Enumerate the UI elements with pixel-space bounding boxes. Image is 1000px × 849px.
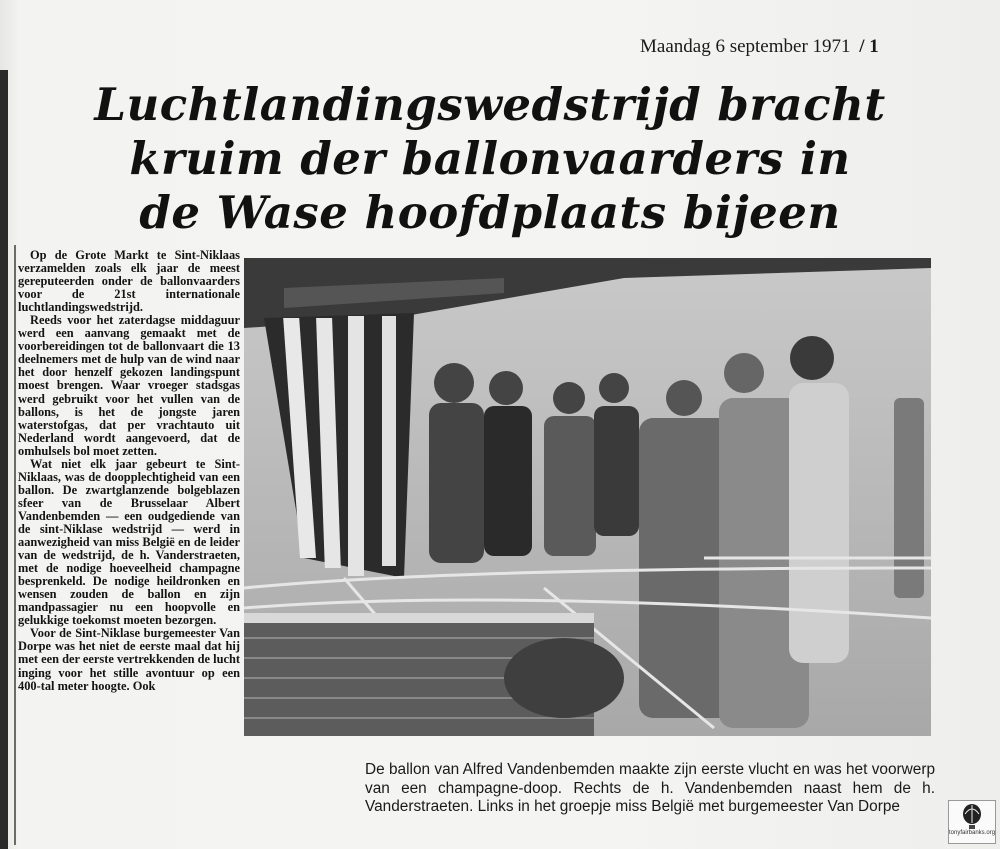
balloon-christening-photo (244, 258, 931, 736)
headline-line-3: de Wase hoofdplaats bijeen (139, 186, 841, 239)
photo-caption: De ballon van Alfred Vandenbemden maakte zijn eerste vlucht en was het voorwerp van een champagne-doop. Rechts de h. Vandenbemden naast hem de h. Vanderstraeten. Links in het groepje miss België met burgemeester Van Dorpe (365, 761, 935, 815)
watermark-text: tonyfairbanks.org (949, 830, 996, 836)
headline-line-1: Luchtlandingswedstrijd bracht (94, 78, 886, 131)
article-column (18, 249, 240, 693)
headline (80, 78, 900, 240)
article-paragraph: Wat niet elk jaar gebeurt te Sint-Niklaas, was de doopplechtigheid van een ballon. De zwartglanzende bolgeblazen sfeer van de Brusselaar Albert Vandenbemden — een oudgediende van de sint-Niklase wedstrijd — werd in aanwezigheid van miss België en de leider van de wedstrijd, de h. Vanderstraeten, met de nodige hoeveelheid champagne besprenkeld. De nodige heildronken en wensen zouden de ballon en zijn mandpassagier nu een hoopvolle en gelukkige toekomst moeten bezorgen. (18, 456, 240, 628)
headline-line-2: kruim der ballonvaarders in (129, 132, 851, 185)
article-paragraph: Reeds voor het zaterdagse middaguur werd een aanvang gemaakt met de voorbereidingen tot de ballonvaart die 13 deelnemers met de hulp van de wind naar het door henzelf gekozen landingspunt moest brengen. Waar vroeger stadsgas werd gebruikt voor het vullen van de ballons, is het de jongste jaren waterstofgas, dat per vrachtauto uit Nederland wordt aangevoerd, dat de omhulsels bol moet zetten. (18, 313, 240, 458)
date-line (640, 36, 879, 58)
column-rule (14, 245, 16, 845)
page-number: / 1 (859, 36, 879, 57)
article-paragraph: Voor de Sint-Niklase burgemeester Van Dorpe was het niet de eerste maal dat hij met een der eerste vertrekkenden de lucht inging voor het stille avontuur op een 400-tal meter hoogte. Ook (18, 626, 240, 693)
page-edge-shadow (0, 70, 8, 849)
article-paragraph: Op de Grote Markt te Sint-Niklaas verzamelden zoals elk jaar de meest gereputeerden onder de ballonvaarders voor de 21st internationale luchtlandingswedstrijd. (18, 248, 240, 315)
news-photo (244, 258, 931, 736)
issue-date: Maandag 6 september 1971 (640, 36, 851, 57)
hot-air-balloon-icon (961, 804, 983, 830)
watermark (948, 800, 996, 844)
